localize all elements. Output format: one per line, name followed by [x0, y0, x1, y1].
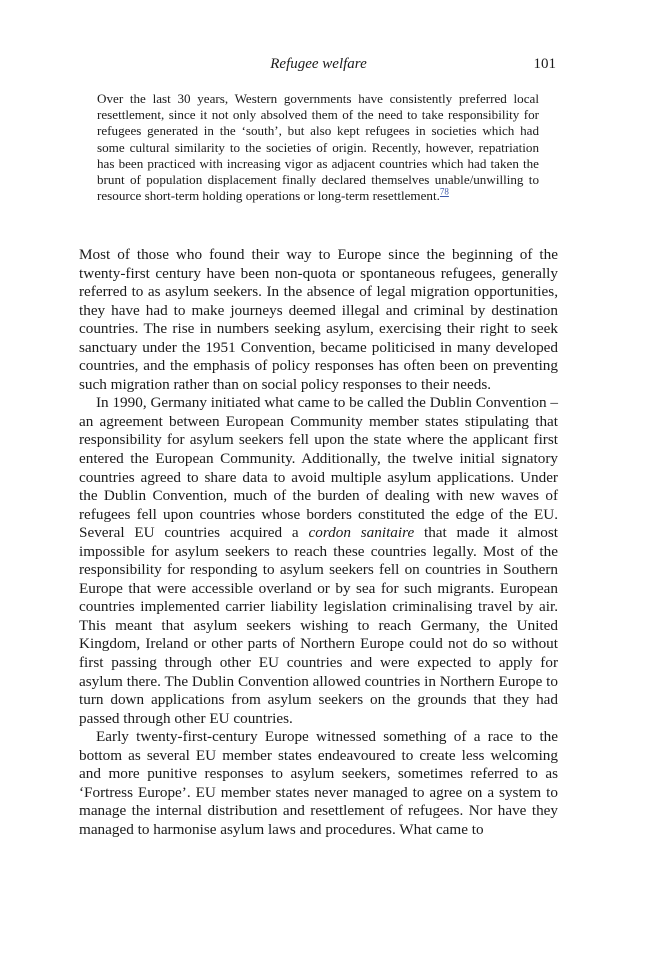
italic-term-cordon-sanitaire: cordon sanitaire: [308, 524, 415, 542]
running-head: [79, 54, 558, 74]
body-paragraph-3: Early twenty-first-century Europe witnessed something of a race to the bottom as several EU member states endeavoured to create less welcoming and more punitive responses to asylum seekers, sometimes referred to as ‘Fortress Europe’. EU member states never managed to agree on a system to manage the internal distribution and resettlement of refugees. Nor have they managed to harmonise asylum laws and procedures. What came to: [79, 728, 558, 838]
block-quote-paragraph: [97, 91, 539, 204]
running-title: Refugee welfare: [270, 56, 367, 72]
page-number: 101: [533, 56, 556, 72]
block-quote: [97, 91, 539, 204]
body-paragraph-1: Most of those who found their way to Europe since the beginning of the twenty-first century have been non-quota or spontaneous refugees, generally referred to as asylum seekers. In the absence of legal migration opportunities, they have had to make journeys deemed illegal and criminal by destination countries. The rise in numbers seeking asylum, exercising their right to seek sanctuary under the 1951 Convention, became politicised in many developed countries, and the emphasis of policy responses has often been on preventing such migration rather than on social policy responses to their needs.: [79, 246, 558, 393]
block-quote-text: Over the last 30 years, Western governments have consistently preferred local resettlement, since it not only absolved them of the need to take responsibility for refugees generated in the ‘south’, but also kept refugees in societies which had some cultural similarity to the societies of origin. Recently, however, repatriation has been practiced with increasing vigor as adjacent countries which had taken the brunt of population displacement finally declared themselves unable/unwilling to resource short-term holding operations or long-term resettlement.: [97, 91, 539, 204]
body-paragraph-2-end: that made it almost impossible for asylum seekers to reach these countries legally. Most of the responsibility for responding to asylum seekers fell on countries in Southern Europe that were accessible overland or by sea for such migrants. European countries implemented carrier liability legislation criminalising travel by air. This meant that asylum seekers wishing to reach Germany, the United Kingdom, Ireland or other parts of Northern Europe could not do so without first passing through other EU countries and were expected to apply for asylum there. The Dublin Convention allowed countries in Northern Europe to turn down applications from asylum seekers on the grounds that they had passed through other EU countries.: [79, 524, 558, 727]
body-text: [79, 246, 558, 840]
body-paragraph-2: [79, 394, 558, 728]
footnote-reference-link[interactable]: 78: [439, 186, 449, 197]
body-paragraph-2-start: In 1990, Germany initiated what came to be called the Dublin Convention – an agreement between European Community member states stipulating that responsibility for asylum seekers fell upon the state where the applicant first entered the European Community. Additionally, the twelve initial signatory countries agreed to share data to avoid multiple asylum applications. Under the Dublin Convention, much of the burden of dealing with new waves of refugees fell upon countries whose borders constituted the edge of the EU. Several EU countries acquired a: [79, 394, 558, 542]
